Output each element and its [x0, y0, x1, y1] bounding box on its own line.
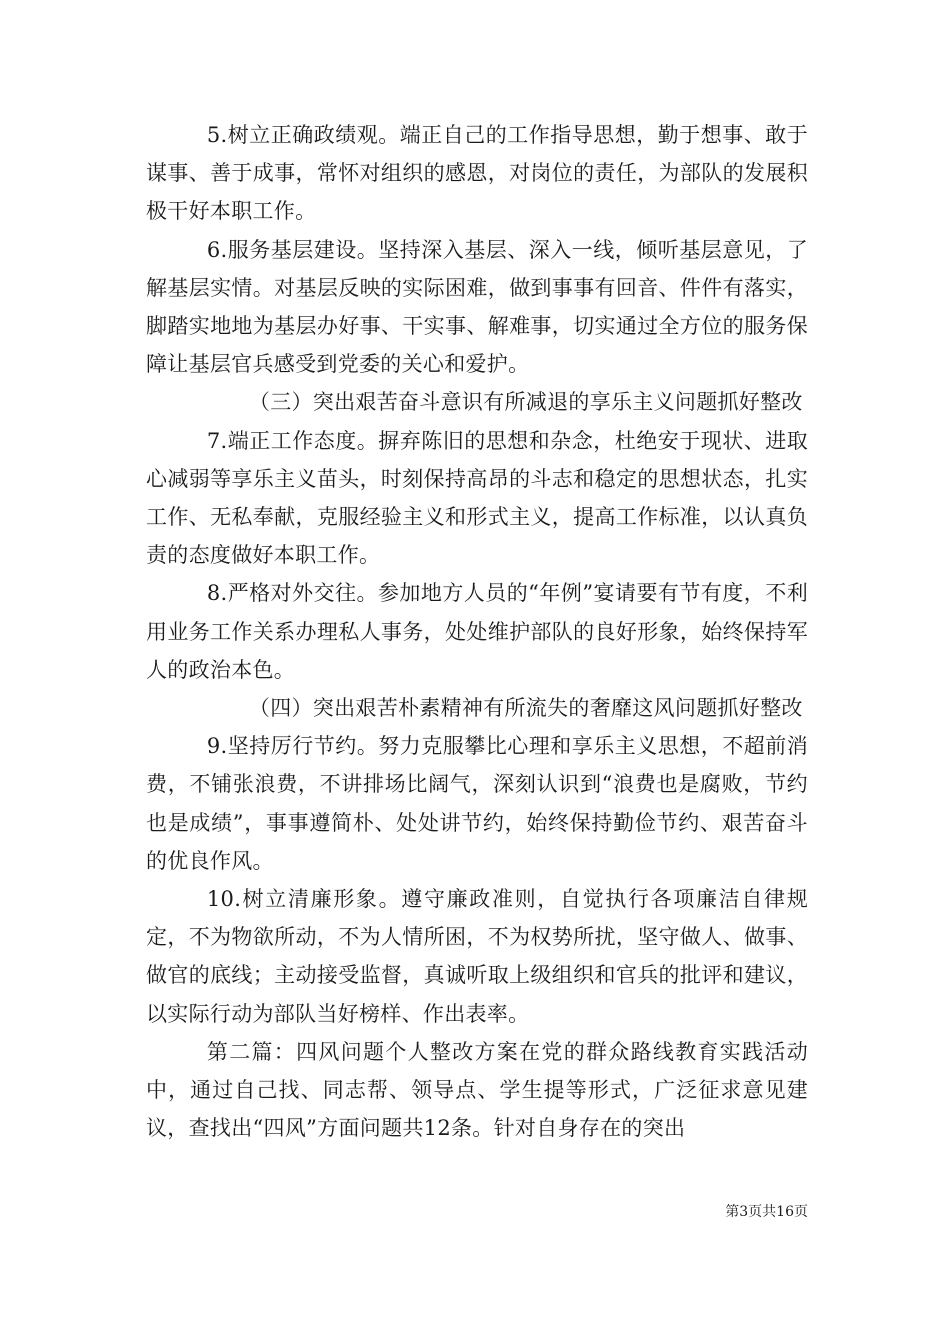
paragraph-item-9: 9.坚持厉行节约。努力克服攀比心理和享乐主义思想，不超前消费，不铺张浪费，不讲排场比阔气，深刻认识到“浪费也是腐败，节约也是成绩”，事事遵简朴、处处讲节约，始终保持勤俭节约、艰苦奋斗的优良作风。 [146, 734, 808, 873]
paragraph-item-5: 5.树立正确政绩观。端正自己的工作指导思想，勤于想事、敢于谋事、善于成事，常怀对组织的感恩，对岗位的责任，为部队的发展积极干好本职工作。 [146, 123, 808, 224]
paragraph-item-8: 8.严格对外交往。参加地方人员的“年例”宴请要有节有度，不利用业务工作关系办理私人事务，处处维护部队的良好形象，始终保持军人的政治本色。 [146, 581, 808, 682]
paragraph-second-chapter: 第二篇：四风问题个人整改方案在党的群众路线教育实践活动中，通过自己找、同志帮、领导点、学生提等形式，广泛征求意见建议，查找出“四风”方面问题共12条。针对自身存在的突出 [146, 1039, 808, 1141]
section-heading-3: （三）突出艰苦奋斗意识有所减退的享乐主义问题抓好整改 [248, 390, 803, 415]
paragraph-item-6: 6.服务基层建设。坚持深入基层、深入一线，倾听基层意见，了解基层实情。对基层反映的实际困难，做到事事有回音、件件有落实，脚踏实地地为基层办好事、干实事、解难事，切实通过全方位的服务保障让基层官兵感受到党委的关心和爱护。 [146, 237, 808, 377]
section-heading-4: （四）突出艰苦朴素精神有所流失的奢靡这风问题抓好整改 [248, 696, 803, 721]
document-body [146, 116, 808, 1147]
paragraph-item-7: 7.端正工作态度。摒弃陈旧的思想和杂念，杜绝安于现状、进取心减弱等享乐主义苗头，时刻保持高昂的斗志和稳定的思想状态，扎实工作、无私奉献，克服经验主义和形式主义，提高工作标准，以认真负责的态度做好本职工作。 [146, 428, 808, 568]
page-number: 第3页共16页 [725, 1204, 808, 1220]
paragraph-item-10: 10.树立清廉形象。遵守廉政准则，自觉执行各项廉洁自律规定，不为物欲所动，不为人情所困，不为权势所扰，坚守做人、做事、做官的底线；主动接受监督，真诚听取上级组织和官兵的批评和建议，以实际行动为部队当好榜样、作出表率。 [146, 887, 808, 1026]
